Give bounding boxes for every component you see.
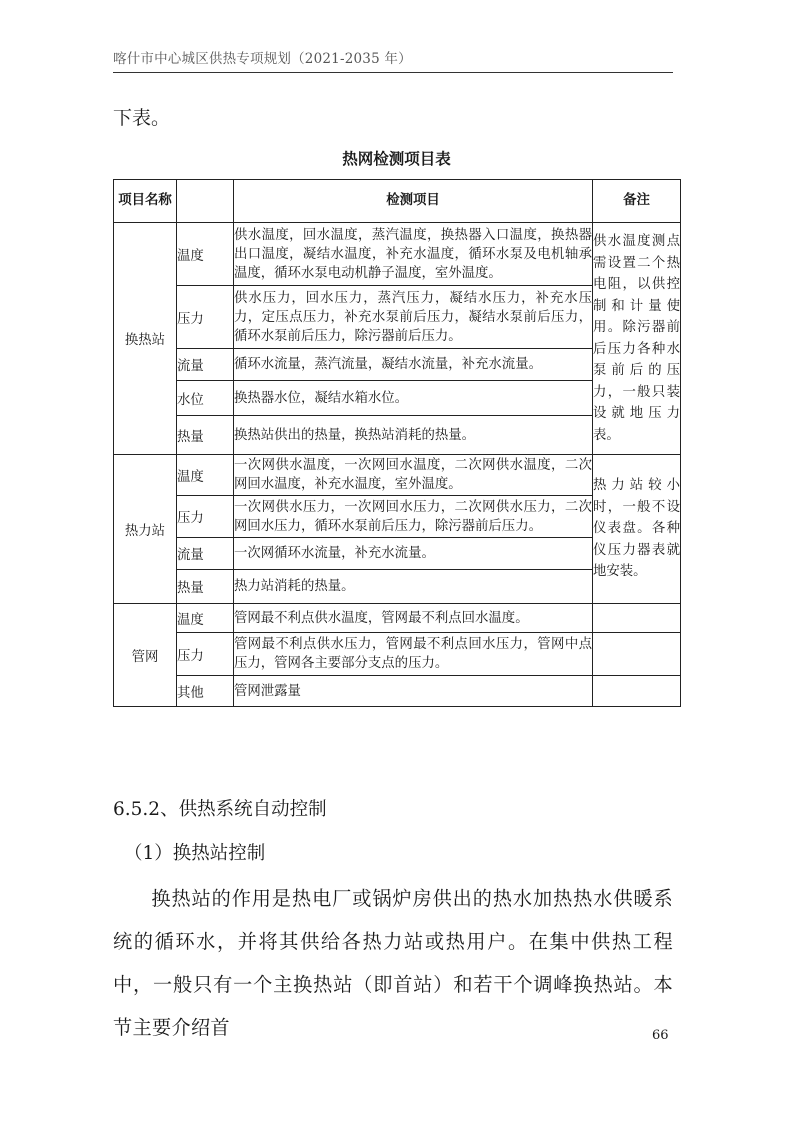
detail-cell: 热力站消耗的热量。 (234, 570, 593, 604)
param-cell: 温度 (177, 604, 234, 633)
section-heading: 6.5.2、供热系统自动控制 (113, 799, 327, 820)
header-note: 备注 (593, 180, 681, 223)
param-cell: 温度 (177, 223, 234, 286)
note-heat-station: 热力站较小时，一般不设仪表盘。各种仪压力器表就地安装。 (593, 455, 681, 604)
param-cell: 其他 (177, 676, 234, 707)
param-cell: 压力 (177, 633, 234, 676)
detail-cell: 管网最不利点供水温度，管网最不利点回水温度。 (234, 604, 593, 633)
note-exchange-station: 供水温度测点需设置二个热电阻，以供控制和计量使用。除污器前后压力各种水泵前后的压力，一般只装设就地压力表。 (593, 223, 681, 455)
detail-cell: 换热站供出的热量，换热站消耗的热量。 (234, 416, 593, 455)
detail-cell: 管网最不利点供水压力，管网最不利点回水压力，管网中点压力，管网各主要部分支点的压力。 (234, 633, 593, 676)
detail-cell: 换热器水位，凝结水箱水位。 (234, 381, 593, 416)
table-row (114, 633, 681, 676)
param-cell: 热量 (177, 570, 234, 604)
intro-text: 下表。 (113, 107, 171, 129)
detail-cell: 一次网供水温度，一次网回水温度，二次网供水温度，二次网回水温度，补充水温度，室外温度。 (234, 455, 593, 496)
header-divider (113, 72, 673, 73)
note-cell-empty (593, 604, 681, 633)
group-name-exchange-station: 换热站 (114, 223, 177, 455)
page-number: 66 (652, 1028, 669, 1043)
detail-cell: 供水温度，回水温度，蒸汽温度，换热器入口温度，换热器出口温度，凝结水温度，补充水温度，循环水泵及电机轴承温度，循环水泵电动机静子温度，室外温度。 (234, 223, 593, 286)
header-project-name: 项目名称 (114, 180, 177, 223)
param-cell: 压力 (177, 286, 234, 349)
param-cell: 水位 (177, 381, 234, 416)
running-header: 喀什市中心城区供热专项规划（2021-2035 年） (113, 51, 412, 67)
table-title: 热网检测项目表 (342, 150, 451, 168)
subsection-heading: （1）换热站控制 (124, 843, 266, 864)
table-row (114, 604, 681, 633)
detail-cell: 一次网循环水流量，补充水流量。 (234, 538, 593, 570)
inspection-table (113, 179, 681, 707)
param-cell: 热量 (177, 416, 234, 455)
table-header-row (114, 180, 681, 223)
group-name-heat-station: 热力站 (114, 455, 177, 604)
param-cell: 流量 (177, 538, 234, 570)
header-inspection-item: 检测项目 (234, 180, 593, 223)
detail-cell: 供水压力，回水压力，蒸汽压力，凝结水压力，补充水压力，定压点压力，补充水泵前后压力，凝结水泵前后压力，循环水泵前后压力，除污器前后压力。 (234, 286, 593, 349)
param-cell: 流量 (177, 349, 234, 381)
table-row (114, 455, 681, 496)
body-paragraph: 换热站的作用是热电厂或锅炉房供出的热水加热热水供暖系统的循环水，并将其供给各热力站或热用户。在集中供热工程中，一般只有一个主换热站（即首站）和若干个调峰换热站。本节主要介绍首 (113, 887, 673, 1039)
note-cell-empty (593, 633, 681, 676)
header-blank (177, 180, 234, 223)
param-cell: 压力 (177, 496, 234, 538)
table-row (114, 223, 681, 286)
group-name-pipe-network: 管网 (114, 604, 177, 707)
note-cell-empty (593, 676, 681, 707)
param-cell: 温度 (177, 455, 234, 496)
table-row (114, 676, 681, 707)
detail-cell: 管网泄露量 (234, 676, 593, 707)
detail-cell: 循环水流量，蒸汽流量，凝结水流量，补充水流量。 (234, 349, 593, 381)
detail-cell: 一次网供水压力，一次网回水压力，二次网供水压力，二次网回水压力，循环水泵前后压力，除污器前后压力。 (234, 496, 593, 538)
